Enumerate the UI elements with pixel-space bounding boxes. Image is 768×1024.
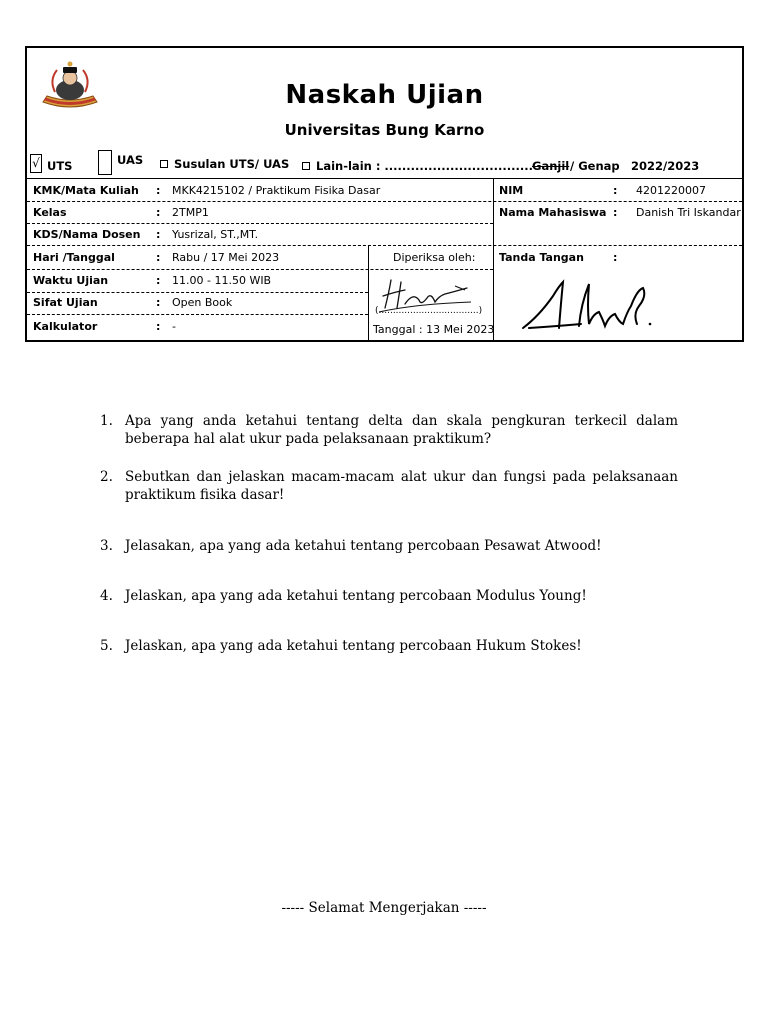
lain-checkbox[interactable] <box>302 162 310 170</box>
dosen-colon: : <box>156 228 161 241</box>
uts-checkbox[interactable]: √ <box>30 154 42 173</box>
genap-label: / Genap <box>570 159 620 173</box>
nim-label: NIM <box>499 184 524 197</box>
waktu-label: Waktu Ujian <box>33 274 109 287</box>
dosen-label: KDS/Nama Dosen <box>33 228 141 241</box>
tanda-tangan-colon: : <box>613 251 618 264</box>
question-number: 1. <box>100 413 113 429</box>
question-number: 2. <box>100 469 113 485</box>
academic-year: 2022/2023 <box>631 159 700 173</box>
question-text: Jelaskan, apa yang ada ketahui tentang percobaan Hukum Stokes! <box>125 638 582 654</box>
kmk-value: MKK4215102 / Praktikum Fisika Dasar <box>172 184 381 197</box>
nama-label: Nama Mahasiswa <box>499 206 607 219</box>
row-divider <box>27 314 368 315</box>
question-number: 3. <box>100 538 113 554</box>
susulan-checkbox[interactable] <box>160 160 168 168</box>
question-text: Jelaskan, apa yang ada ketahui tentang percobaan Modulus Young! <box>125 588 587 604</box>
sifat-colon: : <box>156 296 161 309</box>
uas-checkbox[interactable] <box>98 150 112 175</box>
kelas-label: Kelas <box>33 206 67 219</box>
kalkulator-colon: : <box>156 320 161 333</box>
nama-value: Danish Tri Iskandar <box>636 206 741 219</box>
exam-header <box>25 46 744 342</box>
row-divider <box>27 223 493 224</box>
uts-label: UTS <box>47 159 73 173</box>
row-divider <box>27 201 742 202</box>
closing-message: ----- Selamat Mengerjakan ----- <box>281 900 487 916</box>
question-text: Apa yang anda ketahui tentang delta dan skala pengkuran terkecil dalam beberapa hal alat ukur pada pelaksanaan praktikum? <box>125 413 678 447</box>
dosen-value: Yusrizal, ST.,MT. <box>172 228 259 241</box>
question-text: Sebutkan dan jelaskan macam-macam alat ukur dan fungsi pada pelaksanaan praktikum fisika dasar! <box>125 469 678 503</box>
uas-label: UAS <box>117 153 144 167</box>
tanggal-periksa: Tanggal : 13 Mei 2023 <box>373 323 495 336</box>
tanda-tangan-label: Tanda Tangan <box>499 251 584 264</box>
row-divider <box>27 292 368 293</box>
hari-label: Hari /Tanggal <box>33 251 115 264</box>
kelas-colon: : <box>156 206 161 219</box>
row-divider <box>27 245 742 246</box>
sifat-value: Open Book <box>172 296 233 309</box>
waktu-value: 11.00 - 11.50 WIB <box>172 274 272 287</box>
ganjil-label: Ganjil <box>532 159 570 173</box>
lain-label: Lain-lain : .................................. <box>316 159 533 173</box>
kmk-label: KMK/Mata Kuliah <box>33 184 139 197</box>
university-name: Universitas Bung Karno <box>284 121 485 139</box>
nama-colon: : <box>613 206 618 219</box>
question-number: 5. <box>100 638 113 654</box>
waktu-colon: : <box>156 274 161 287</box>
kelas-value: 2TMP1 <box>172 206 209 219</box>
nim-colon: : <box>613 184 618 197</box>
question-text: Jelasakan, apa yang ada ketahui tentang percobaan Pesawat Atwood! <box>125 538 602 554</box>
sifat-label: Sifat Ujian <box>33 296 98 309</box>
hari-colon: : <box>156 251 161 264</box>
diperiksa-label: Diperiksa oleh: <box>393 251 476 264</box>
column-divider <box>368 245 369 342</box>
exam-type-row <box>27 150 742 178</box>
question-number: 4. <box>100 588 113 604</box>
nim-value: 4201220007 <box>636 184 706 197</box>
table-top-rule <box>27 178 742 179</box>
kalkulator-value: - <box>172 320 176 333</box>
kmk-colon: : <box>156 184 161 197</box>
student-signature <box>519 276 659 334</box>
row-divider <box>27 269 493 270</box>
examiner-name-line: (...................................) <box>375 306 483 316</box>
kalkulator-label: Kalkulator <box>33 320 98 333</box>
page-title: Naskah Ujian <box>285 80 484 110</box>
susulan-label: Susulan UTS/ UAS <box>174 157 290 171</box>
column-divider <box>493 178 494 342</box>
hari-value: Rabu / 17 Mei 2023 <box>172 251 280 264</box>
